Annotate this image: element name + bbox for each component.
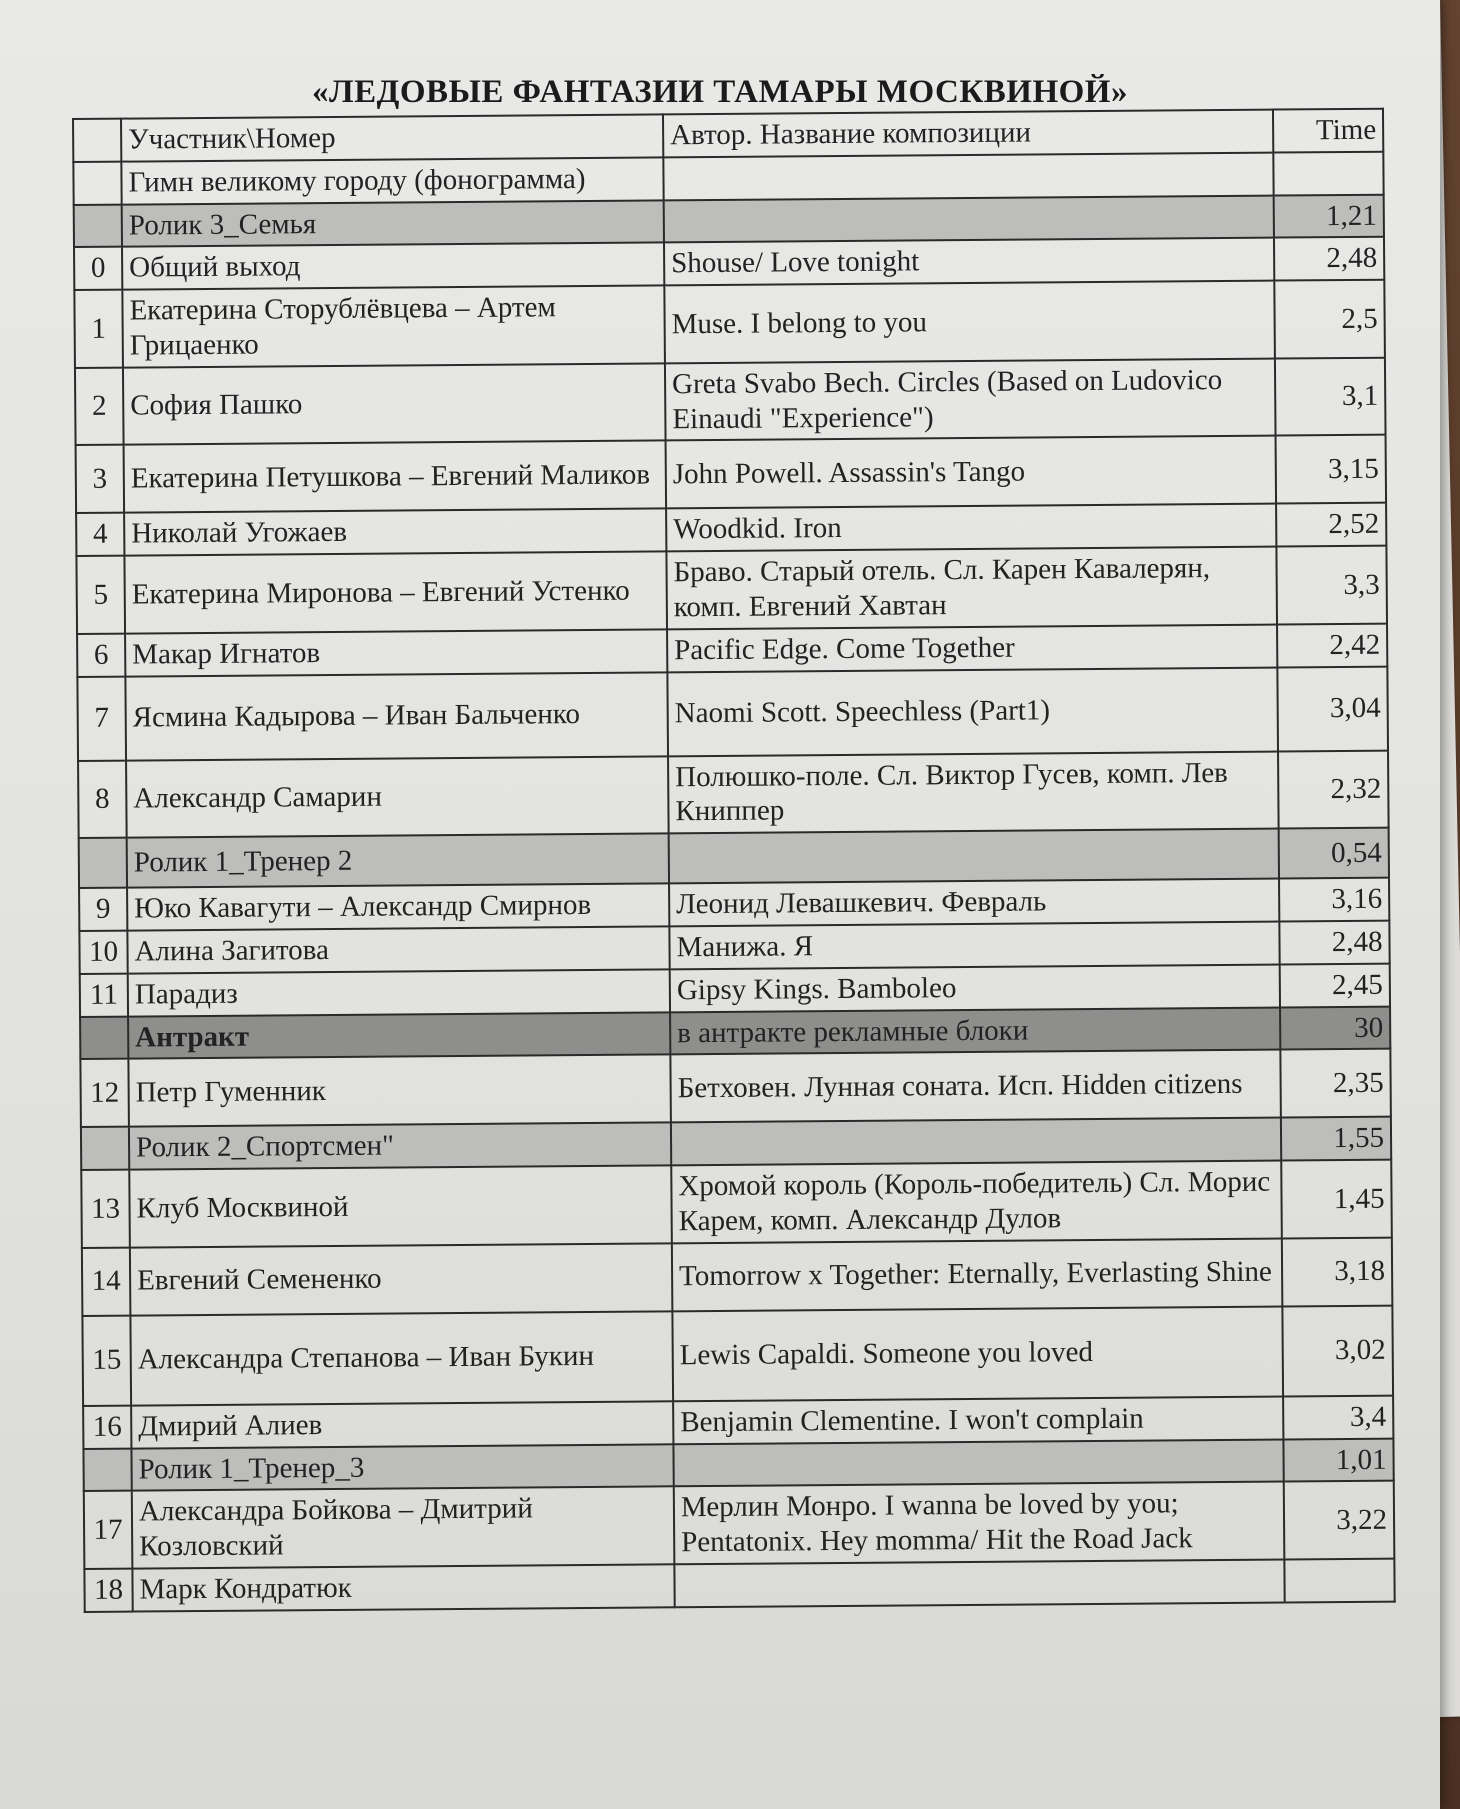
page-title: «ЛЕДОВЫЕ ФАНТАЗИИ ТАМАРЫ МОСКВИНОЙ»: [312, 74, 1128, 110]
program-table: [72, 108, 1396, 1613]
row-number: [74, 204, 122, 247]
row-time: 3,4: [1283, 1395, 1393, 1439]
row-composition: [664, 195, 1274, 243]
row-number: 17: [84, 1491, 133, 1569]
table-row: [74, 280, 1385, 368]
row-time: 2,45: [1280, 963, 1390, 1007]
row-participant: Николай Угожаев: [124, 509, 666, 556]
row-time: 3,15: [1276, 435, 1387, 504]
row-composition: Манижа. Я: [669, 921, 1279, 969]
row-time: 2,48: [1274, 237, 1384, 281]
row-composition: Woodkid. Iron: [666, 504, 1276, 552]
row-number: 11: [80, 973, 128, 1016]
table-row: [75, 357, 1386, 445]
row-composition: Tomorrow x Together: Eternally, Everlasting Shine: [672, 1238, 1283, 1311]
row-composition: Pacific Edge. Come Together: [667, 624, 1277, 672]
row-number: 8: [78, 760, 127, 838]
header-composition: Автор. Название композиции: [663, 110, 1273, 158]
row-participant: Общий выход: [122, 243, 664, 290]
row-number: 9: [79, 888, 127, 931]
header-participant: Участник\Номер: [121, 114, 663, 161]
row-composition: Браво. Старый отель. Сл. Карен Кавалерян, комп. Евгений Хавтан: [666, 547, 1277, 629]
row-number: 0: [74, 247, 122, 290]
row-composition: Lewis Capaldi. Someone you loved: [672, 1306, 1283, 1401]
table-row: [78, 750, 1389, 838]
row-participant: Александр Самарин: [126, 756, 669, 838]
table-row: [81, 1160, 1392, 1248]
row-number: 2: [75, 367, 124, 445]
row-composition: Полюшко-поле. Сл. Виктор Гусев, комп. Лев Книппер: [668, 751, 1279, 833]
row-composition: [663, 152, 1273, 200]
header-num-cell: [73, 119, 121, 162]
row-time: 3,02: [1282, 1305, 1393, 1396]
row-participant: Ролик 2_Спортсмен": [129, 1123, 671, 1170]
row-participant: Екатерина Сторублёвцева – Артем Грицаенко: [122, 286, 665, 368]
row-participant: София Пашко: [123, 363, 666, 445]
row-composition: Бетховен. Лунная соната. Исп. Hidden citizens: [670, 1050, 1281, 1123]
row-participant: Дмирий Алиев: [131, 1401, 673, 1448]
row-number: [79, 838, 127, 888]
row-number: [81, 1127, 129, 1170]
row-participant: Екатерина Петушкова – Евгений Маликов: [124, 441, 667, 513]
row-composition: Хромой король (Король-победитель) Сл. Морис Карем, комп. Александр Дулов: [671, 1161, 1282, 1243]
row-time: 1,21: [1274, 194, 1384, 238]
row-participant: Петр Гуменник: [128, 1055, 671, 1127]
row-composition: [671, 1118, 1281, 1166]
row-participant: Ролик 1_Тренер_3: [131, 1444, 673, 1491]
row-composition: Benjamin Clementine. I won't complain: [673, 1396, 1283, 1444]
row-participant: Евгений Семененко: [130, 1243, 673, 1315]
row-participant: Алина Загитова: [127, 926, 669, 973]
row-composition: John Powell. Assassin's Tango: [666, 436, 1277, 509]
table-row: [77, 666, 1388, 760]
row-time: 3,18: [1282, 1237, 1393, 1306]
row-time: 2,52: [1276, 503, 1386, 547]
row-number: [80, 1016, 128, 1059]
row-composition: Shouse/ Love tonight: [664, 238, 1274, 286]
row-number: 18: [84, 1568, 132, 1611]
table-row: [82, 1237, 1392, 1315]
row-number: 4: [76, 513, 124, 556]
table-row: [76, 435, 1386, 513]
row-time: 2,5: [1274, 280, 1385, 358]
row-composition: Greta Svabo Bech. Circles (Based on Ludovico Einaudi "Experience"): [665, 358, 1276, 440]
row-time: 2,48: [1279, 921, 1389, 965]
row-participant: Ролик 1_Тренер 2: [127, 833, 669, 887]
row-time: 3,04: [1277, 666, 1388, 751]
row-participant: Гимн великому городу (фонограмма): [121, 157, 663, 204]
row-time: 1,01: [1283, 1438, 1393, 1482]
row-participant: Екатерина Миронова – Евгений Устенко: [124, 552, 667, 634]
row-composition: Леонид Левашкевич. Февраль: [669, 879, 1279, 927]
row-time: [1284, 1559, 1394, 1603]
row-participant: Клуб Москвиной: [129, 1165, 672, 1247]
row-number: 16: [83, 1405, 131, 1448]
row-number: 3: [76, 445, 125, 513]
row-composition: в антракте рекламные блоки: [670, 1007, 1280, 1055]
row-number: 13: [81, 1170, 130, 1248]
row-time: 3,22: [1284, 1481, 1395, 1559]
row-composition: Gipsy Kings. Bamboleo: [670, 964, 1280, 1012]
row-number: 15: [82, 1315, 131, 1405]
row-participant: Макар Игнатов: [125, 629, 667, 676]
row-number: 7: [77, 676, 126, 760]
header-time: Time: [1273, 109, 1383, 153]
row-number: [73, 161, 121, 204]
row-number: 12: [80, 1059, 129, 1127]
table-row: [80, 1049, 1390, 1127]
table-row: [84, 1481, 1395, 1569]
row-participant: Юко Кавагути – Александр Смирнов: [127, 883, 669, 930]
row-composition: [673, 1439, 1283, 1487]
table-row: [84, 1559, 1394, 1612]
row-time: 1,45: [1281, 1160, 1392, 1238]
row-composition: Muse. I belong to you: [664, 281, 1275, 363]
row-composition: [669, 829, 1279, 884]
table-row: [76, 546, 1387, 634]
row-time: 3,1: [1275, 357, 1386, 435]
row-time: 30: [1280, 1006, 1390, 1050]
row-composition: Мерлин Монро. I wanna be loved by you; Pentatonix. Hey momma/ Hit the Road Jack: [674, 1482, 1285, 1564]
row-time: 0,54: [1279, 828, 1389, 879]
row-participant: Александра Бойкова – Дмитрий Козловский: [132, 1487, 675, 1569]
row-number: 14: [82, 1247, 131, 1315]
row-participant: Александра Степанова – Иван Букин: [130, 1311, 673, 1405]
row-time: [1273, 151, 1383, 195]
row-participant: Марк Кондратюк: [132, 1564, 674, 1611]
row-number: 6: [77, 633, 125, 676]
row-participant: Ясмина Кадырова – Иван Бальченко: [125, 672, 668, 760]
row-composition: [674, 1559, 1284, 1607]
row-time: 2,35: [1280, 1049, 1391, 1118]
row-participant: Ролик 3_Семья: [122, 200, 664, 247]
table-row: [82, 1305, 1393, 1405]
row-composition: Naomi Scott. Speechless (Part1): [667, 667, 1278, 756]
row-time: 3,3: [1276, 546, 1387, 624]
row-participant: Антракт: [128, 1012, 670, 1059]
row-number: 5: [76, 556, 125, 634]
row-time: 1,55: [1281, 1117, 1391, 1161]
row-participant: Парадиз: [128, 969, 670, 1016]
row-time: 2,42: [1277, 623, 1387, 667]
row-number: 1: [74, 290, 123, 368]
row-number: 10: [79, 931, 127, 974]
row-time: 3,16: [1279, 878, 1389, 922]
row-number: [83, 1448, 131, 1491]
row-time: 2,32: [1278, 750, 1389, 828]
